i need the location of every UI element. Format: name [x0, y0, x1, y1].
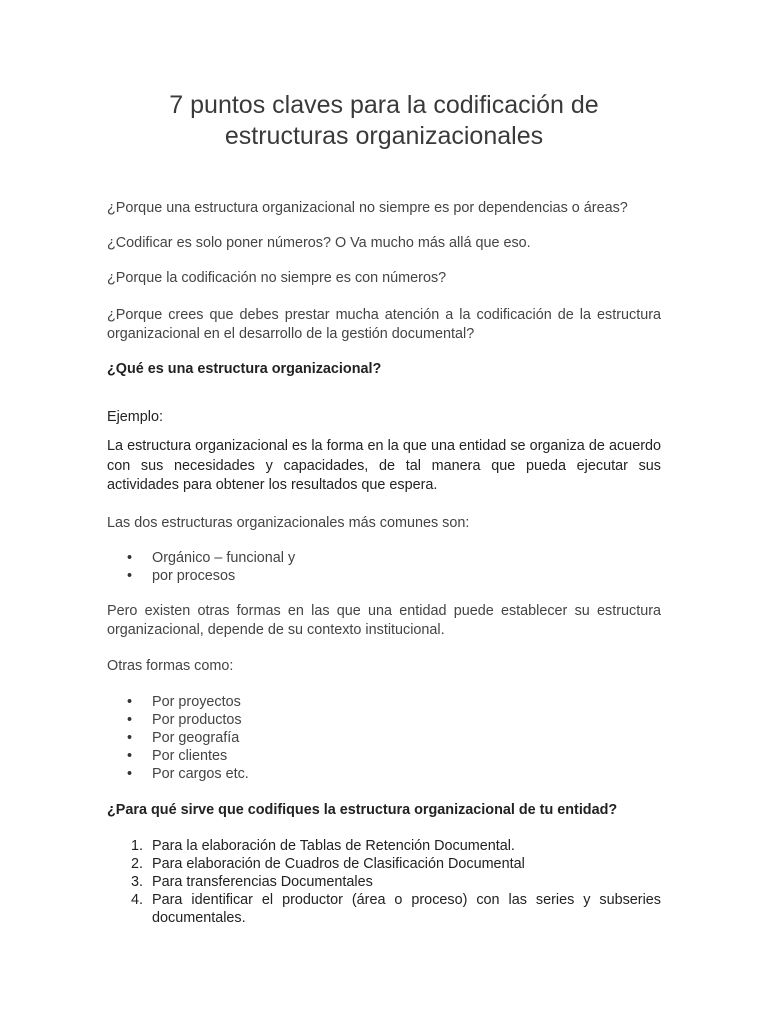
list-item: • Por clientes: [107, 747, 661, 765]
list-number: 4.: [131, 892, 144, 908]
list-number: 3.: [131, 874, 144, 890]
list-item: [107, 873, 661, 891]
list-item: [107, 837, 661, 855]
list-item-text: Para elaboración de Cuadros de Clasificación Documental: [152, 856, 525, 872]
question-4: ¿Porque crees que debes prestar mucha atención a la codificación de la estructura organizacional en el desarrollo de la gestión documental?: [107, 307, 661, 342]
list-item: [107, 855, 661, 873]
title-line-1: 7 puntos claves para la codificación de: [169, 91, 599, 119]
list-item: • Por cargos etc.: [107, 765, 661, 783]
list-item: • Por geografía: [107, 729, 661, 747]
list-item: [107, 891, 661, 927]
list-item-text: Para la elaboración de Tablas de Retención Documental.: [152, 838, 515, 854]
question-1: ¿Porque una estructura organizacional no siempre es por dependencias o áreas?: [107, 200, 628, 216]
purpose-list: [107, 837, 661, 927]
definition-paragraph: La estructura organizacional es la forma en la que una entidad se organiza de acuerdo con sus necesidades y capacidades, de tal manera que pueda ejecutar sus actividades para obtener los resultados que espera.: [107, 438, 661, 493]
section-heading-purpose: ¿Para qué sirve que codifiques la estructura organizacional de tu entidad?: [107, 802, 618, 818]
common-structures-intro: Las dos estructuras organizacionales más comunes son:: [107, 515, 470, 531]
list-item-text: Para identificar el productor (área o proceso) con las series y subseries documentales.: [152, 892, 661, 926]
list-item: • Por productos: [107, 711, 661, 729]
question-2: ¿Codificar es solo poner números? O Va mucho más allá que eso.: [107, 235, 531, 251]
list-item: • por procesos: [107, 567, 661, 585]
common-structures-list: [107, 549, 661, 585]
list-item: • Orgánico – funcional y: [107, 549, 661, 567]
title-line-2: estructuras organizacionales: [224, 122, 544, 150]
list-number: 1.: [131, 838, 144, 854]
document-title: [0, 90, 768, 152]
list-item-text: Para transferencias Documentales: [152, 874, 373, 890]
other-forms-list: [107, 693, 661, 783]
list-number: 2.: [131, 856, 144, 872]
list-item: • Por proyectos: [107, 693, 661, 711]
other-forms-intro: Otras formas como:: [107, 658, 234, 674]
section-heading-what-is: ¿Qué es una estructura organizacional?: [107, 361, 382, 377]
other-forms-paragraph: Pero existen otras formas en las que una entidad puede establecer su estructura organizacional, depende de su contexto institucional.: [107, 603, 661, 638]
example-label: Ejemplo:: [107, 409, 163, 425]
question-3: ¿Porque la codificación no siempre es con números?: [107, 270, 447, 286]
